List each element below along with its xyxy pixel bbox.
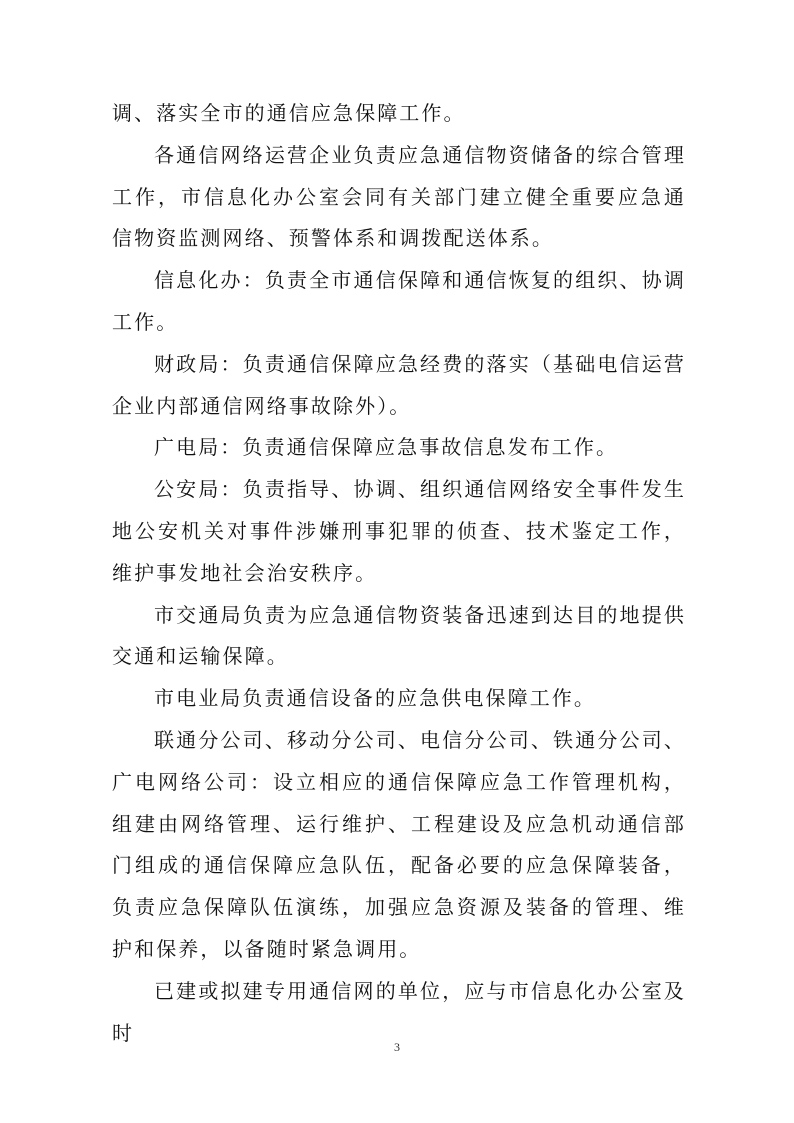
paragraph: 调、落实全市的通信应急保障工作。 [112,101,466,125]
paragraph: 信息化办：负责全市通信保障和通信恢复的组织、协调工作。 [112,268,686,334]
paragraph: 广电局：负责通信保障应急事故信息发布工作。 [154,435,619,460]
paragraph: 各通信网络运营企业负责应急通信物资储备的综合管理工作，市信息化办公室会同有关部门建立健全重要应急通信物资监测网络、预警体系和调拨配送体系。 [112,142,686,251]
paragraph: 公安局：负责指导、协调、组织通信网络安全事件发生地公安机关对事件涉嫌刑事犯罪的侦查、技术鉴定工作，维护事发地社会治安秩序。 [112,477,686,585]
paragraph: 联通分公司、移动分公司、电信分公司、铁通分公司、广电网络公司：设立相应的通信保障应急工作管理机构，组建由网络管理、运行维护、工程建设及应急机动通信部门组成的通信保障应急队伍，配备必要的应急保障装备，负责应急保障队伍演练，加强应急资源及装备的管理、维护和保养，以备随时紧急调用。 [112,727,686,961]
paragraph: 市交通局负责为应急通信物资装备迅速到达目的地提供交通和运输保障。 [112,602,686,669]
paragraph: 财政局：负责通信保障应急经费的落实（基础电信运营企业内部通信网络事故除外）。 [112,351,686,418]
paragraph: 已建或拟建专用通信网的单位，应与市信息化办公室及时 [112,978,686,1045]
body-text [112,93,686,1054]
page-number: 3 [394,1040,400,1054]
paragraph: 市电业局负责通信设备的应急供电保障工作。 [154,686,596,711]
